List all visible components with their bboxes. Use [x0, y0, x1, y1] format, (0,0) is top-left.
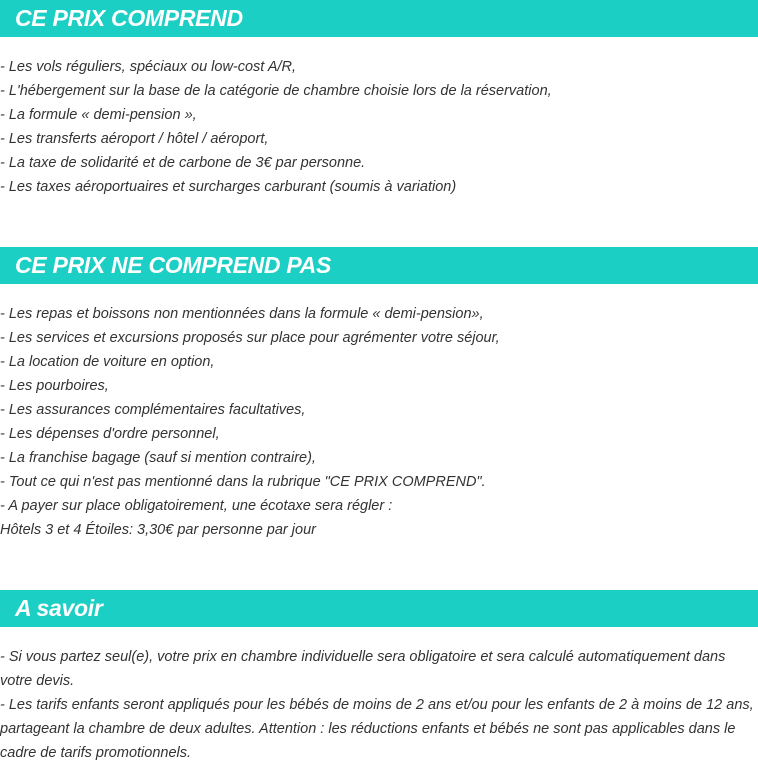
list-item: - Les repas et boissons non mentionnées dans la formule « demi-pension»,	[0, 306, 484, 322]
list-item: - La franchise bagage (sauf si mention contraire),	[0, 450, 316, 466]
section-good-to-know	[0, 590, 758, 765]
section-title: CE PRIX COMPREND	[15, 5, 243, 31]
list-item: - Les vols réguliers, spéciaux ou low-cost A/R,	[0, 59, 297, 75]
section-price-includes	[0, 0, 758, 199]
list-item: - La formule « demi-pension »,	[0, 107, 197, 123]
list-item: - Les assurances complémentaires facultatives,	[0, 402, 306, 418]
section-title: A savoir	[15, 595, 103, 621]
list-item: - La taxe de solidarité et de carbone de 3€ par personne.	[0, 155, 366, 171]
section-price-excludes	[0, 247, 758, 542]
section-body	[0, 37, 758, 199]
list-item: - A payer sur place obligatoirement, une écotaxe sera régler :	[0, 498, 393, 514]
list-item: - Si vous partez seul(e), votre prix en chambre individuelle sera obligatoire et sera calculé automatiquement dans votre devis.	[0, 649, 726, 689]
list-item: - Les tarifs enfants seront appliqués pour les bébés de moins de 2 ans et/ou pour les enfants de 2 à moins de 12 ans, partageant la chambre de deux adultes. Attention : les réductions enfants et bébés ne sont pas applicables dans le cadre de tarifs promotionnels.	[0, 697, 754, 761]
list-item: - Les services et excursions proposés sur place pour agrémenter votre séjour,	[0, 330, 500, 346]
list-item: - Les taxes aéroportuaires et surcharges carburant (soumis à variation)	[0, 179, 457, 195]
section-title: CE PRIX NE COMPREND PAS	[15, 252, 331, 278]
section-header	[0, 590, 758, 627]
list-item: Hôtels 3 et 4 Étoiles: 3,30€ par personne par jour	[0, 522, 316, 538]
list-item: - La location de voiture en option,	[0, 354, 215, 370]
list-item: - Les transferts aéroport / hôtel / aéroport,	[0, 131, 269, 147]
list-item: - L'hébergement sur la base de la catégorie de chambre choisie lors de la réservation,	[0, 83, 552, 99]
section-header	[0, 0, 758, 37]
section-body	[0, 627, 758, 765]
section-body	[0, 284, 758, 542]
list-item: - Tout ce qui n'est pas mentionné dans la rubrique "CE PRIX COMPREND".	[0, 474, 486, 490]
section-header	[0, 247, 758, 284]
list-item: - Les pourboires,	[0, 378, 109, 394]
list-item: - Les dépenses d'ordre personnel,	[0, 426, 220, 442]
